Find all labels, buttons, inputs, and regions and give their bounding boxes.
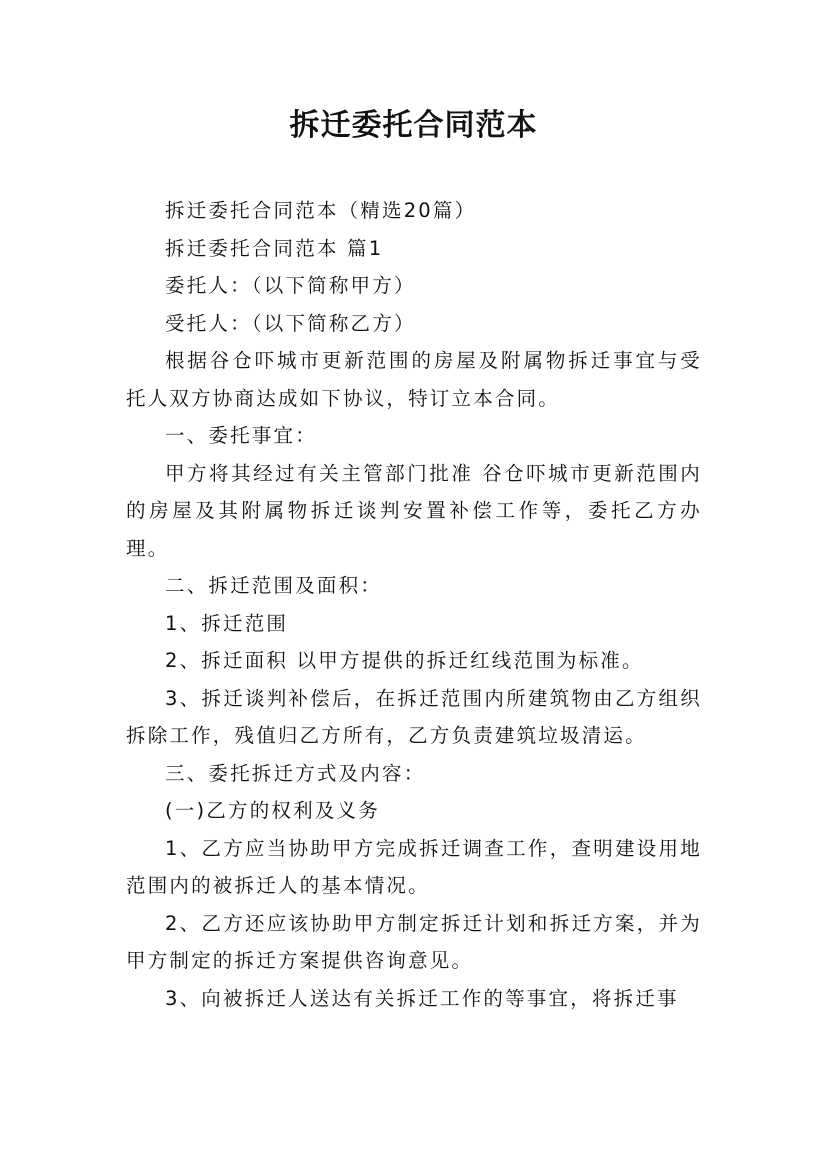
paragraph-duty-1: 1、乙方应当协助甲方完成拆迁调查工作，查明建设用地范围内的被拆迁人的基本情况。 [126, 836, 702, 897]
paragraph-heading-3: 三、委托拆迁方式及内容： [165, 761, 426, 785]
document-body [126, 192, 702, 1017]
paragraph-area: 2、拆迁面积 以甲方提供的拆迁红线范围为标准。 [165, 649, 644, 672]
paragraph-section-heading: 拆迁委托合同范本 篇1 [165, 236, 384, 260]
paragraph-principal: 委托人：（以下简称甲方） [165, 274, 416, 297]
paragraph-duty-2: 2、乙方还应该协助甲方制定拆迁计划和拆迁方案，并为甲方制定的拆迁方案提供咨询意见。 [126, 911, 702, 972]
paragraph-subtitle: 拆迁委托合同范本（精选20篇） [165, 199, 477, 222]
paragraph-heading-2: 二、拆迁范围及面积： [165, 574, 383, 597]
paragraph-scope: 1、拆迁范围 [165, 611, 289, 635]
paragraph-agent: 受托人：（以下简称乙方） [165, 311, 416, 335]
paragraph-heading-1: 一、委托事宜： [165, 424, 317, 447]
paragraph-subheading-rights: (一)乙方的权利及义务 [165, 799, 380, 822]
document-title: 拆迁委托合同范本 [289, 108, 538, 143]
paragraph-commission: 甲方将其经过有关主管部门批准 谷仓吓城市更新范围内的房屋及其附属物拆迁谈判安置补偿工作等，委托乙方办理。 [126, 461, 702, 560]
paragraph-duty-3: 3、向被拆迁人送达有关拆迁工作的等事宜，将拆迁事 [165, 986, 679, 1010]
paragraph-demolition: 3、拆迁谈判补偿后，在拆迁范围内所建筑物由乙方组织拆除工作，残值归乙方所有，乙方负责建筑垃圾清运。 [126, 686, 702, 747]
paragraph-preamble: 根据谷仓吓城市更新范围的房屋及附属物拆迁事宜与受托人双方协商达成如下协议，特订立本合同。 [126, 349, 702, 410]
